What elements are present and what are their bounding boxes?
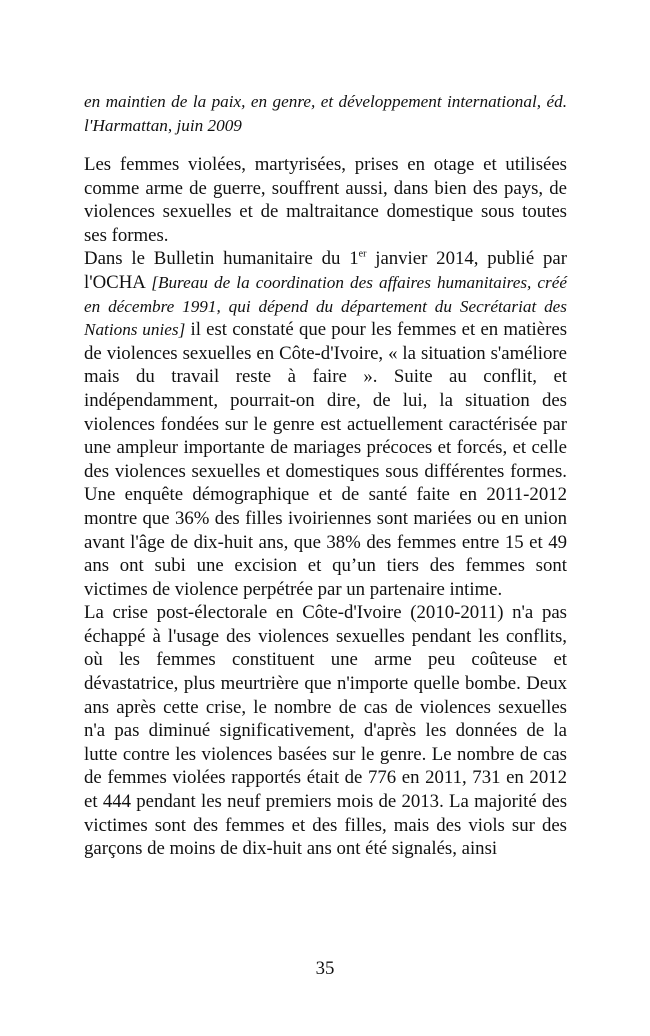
citation-note xyxy=(84,90,567,137)
paragraph-post-electoral-crisis: La crise post-électorale en Côte-d'Ivoire (2010-2011) n'a pas échappé à l'usage des violences sexuelles pendant les conflits, où les femmes constituent une arme peu coûteuse et dévastatrice, plus meurtrière que n'importe quelle bombe. Deux ans après cette crise, le nombre de cas de violences sexuelles n'a pas diminué significativement, d'après les données de la lutte contre les violences basées sur le genre. Le nombre de cas de femmes violées rapportés était de 776 en 2011, 731 en 2012 et 444 pendant les neuf premiers mois de 2013. La majorité des victimes sont des femmes et des filles, mais des viols sur des garçons de moins de dix-huit ans ont été signalés, ainsi xyxy=(84,602,567,860)
ocha-text-part-2: janvier 2014, publié par l'OCHA xyxy=(84,248,567,293)
page-body xyxy=(84,90,567,861)
page-number: 35 xyxy=(315,958,335,979)
paragraph-ocha-bulletin xyxy=(84,247,567,601)
citation-note-text: en maintien de la paix, en genre, et développement international, éd. l'Harmattan, juin 2009 xyxy=(84,92,567,135)
paragraph-violence-intro: Les femmes violées, martyrisées, prises en otage et utilisées comme arme de guerre, souffrent aussi, dans bien des pays, de violences sexuelles et de maltraitance domestique sous toutes ses formes. xyxy=(84,154,567,246)
ocha-italic-note: [Bureau de la coordination des affaires humanitaires, créé en décembre 1991, qui dépend du département du Secrétariat des Nations unies] xyxy=(84,272,567,340)
ocha-text-part-1: Dans le Bulletin humanitaire du 1 xyxy=(84,248,359,270)
ocha-text-part-3: il est constaté que pour les femmes et en matières de violences sexuelles en Côte-d'Ivoire, « la situation s'améliore mais du travail reste à faire ». Suite au conflit, et indépendamment, pourrait-on dire, de lui, la situation des violences fondées sur le genre est actuellement caractérisée par une ampleur importante de mariages précoces et forcés, et celle des violences sexuelles et domestiques sous différentes formes. Une enquête démographique et de santé faite en 2011-2012 montre que 36% des filles ivoiriennes sont mariées ou en union avant l'âge de dix-huit ans, que 38% des femmes entre 15 et 49 ans ont subi une excision et qu’un tiers des femmes sont victimes de violence perpétrée par un partenaire intime. xyxy=(84,319,568,600)
date-superscript: er xyxy=(358,249,367,261)
